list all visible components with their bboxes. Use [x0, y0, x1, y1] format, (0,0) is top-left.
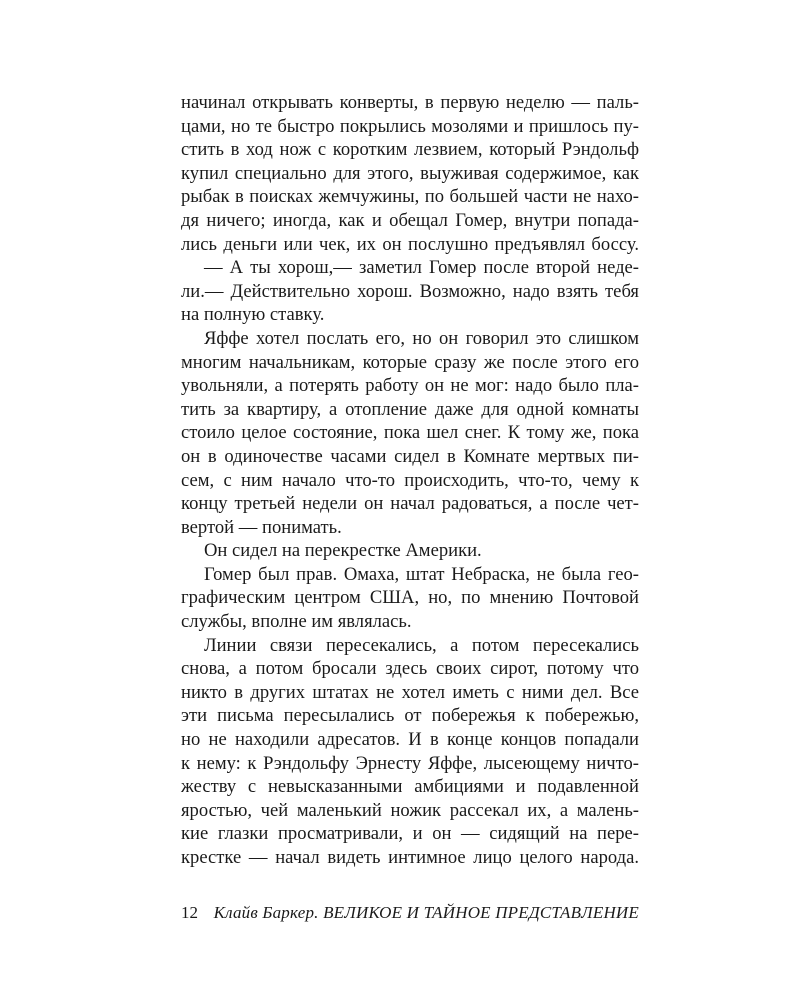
text-line: вертой — понимать.	[181, 516, 342, 538]
text-line: к нему: к Рэндольфу Эрнесту Яффе, лысеющему ничто-	[181, 752, 639, 774]
text-line: сем, с ним начало что-то происходить, что-то, чему к	[181, 469, 639, 491]
page-footer	[181, 901, 639, 925]
text-line: жеству с невысказанными амбициями и подавленной	[181, 776, 639, 798]
text-line: увольняли, а потерять работу он не мог: надо было пла-	[181, 375, 639, 397]
text-line: крестке — начал видеть интимное лицо целого народа.	[181, 847, 639, 868]
text-line: купил специально для этого, выуживая содержимое, как	[181, 162, 639, 184]
text-line: стоило целое состояние, пока шел снег. К тому же, пока	[181, 422, 639, 444]
text-line: тить за квартиру, а отопление даже для одной комнаты	[181, 398, 639, 420]
text-line: цами, но те быстро покрылись мозолями и пришлось пу-	[181, 115, 639, 137]
text-line: Линии связи пересекались, а потом пересекались	[204, 634, 639, 656]
text-line: службы, вполне им являлась.	[181, 611, 412, 633]
text-line: — А ты хорош,— заметил Гомер после второй неде-	[204, 257, 639, 279]
text-line: графическим центром США, но, по мнению Почтовой	[181, 587, 639, 609]
text-line: Яффе хотел послать его, но он говорил это слишком	[204, 327, 639, 349]
body-text	[181, 91, 639, 870]
text-line: Гомер был прав. Омаха, штат Небраска, не была гео-	[204, 563, 639, 585]
text-line: лись деньги или чек, их он послушно предъявлял боссу.	[181, 233, 639, 255]
text-line: но не находили адресатов. И в конце концов попадали	[181, 729, 639, 751]
text-line: эти письма пересылались от побережья к побережью,	[181, 705, 639, 727]
text-line: стить в ход нож с коротким лезвием, который Рэндольф	[181, 139, 639, 161]
text-line: многим начальникам, которые сразу же после этого его	[181, 351, 639, 373]
text-line: никто в других штатах не хотел иметь с ними дел. Все	[181, 681, 639, 703]
text-line: ли.— Действительно хорош. Возможно, надо взять тебя	[181, 280, 639, 302]
text-line: он в одиночестве часами сидел в Комнате мертвых пи-	[181, 445, 639, 467]
text-line: кие глазки просматривали, и он — сидящий на пере-	[181, 823, 639, 845]
text-line: концу третьей недели он начал радоваться, а после чет-	[181, 493, 639, 515]
text-line: Он сидел на перекрестке Америки.	[204, 540, 482, 562]
text-line: яростью, чей маленький ножик рассекал их, а малень-	[181, 799, 639, 821]
text-line: начинал открывать конверты, в первую неделю — паль-	[181, 92, 639, 113]
text-line: снова, а потом бросали здесь своих сирот, потому что	[181, 658, 639, 680]
text-line: рыбак в поисках жемчужины, по большей части не нахо-	[181, 186, 639, 208]
page-number: 12	[181, 903, 198, 922]
text-line: на полную ставку.	[181, 304, 325, 326]
running-title: Клайв Баркер. ВЕЛИКОЕ И ТАЙНОЕ ПРЕДСТАВЛЕНИЕ	[213, 903, 639, 922]
text-line: дя ничего; иногда, как и обещал Гомер, внутри попада-	[181, 209, 639, 231]
